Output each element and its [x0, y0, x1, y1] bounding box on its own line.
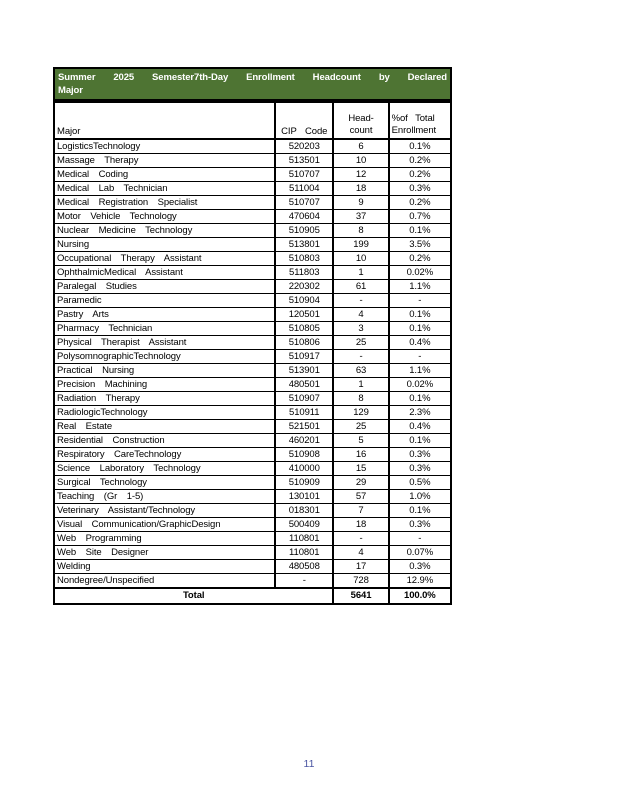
major-cell: Science Laboratory Technology [54, 462, 275, 476]
enrollment-data-grid [53, 101, 452, 605]
cip-code-cell: 510806 [275, 336, 333, 350]
headcount-cell: 199 [333, 238, 388, 252]
pct-cell: 0.7% [389, 210, 451, 224]
table-row [54, 238, 451, 252]
cip-code-cell: 510909 [275, 476, 333, 490]
table-row [54, 210, 451, 224]
column-header-headcount-line1: Head- [348, 113, 374, 124]
cip-code-cell: 510911 [275, 406, 333, 420]
table-row [54, 546, 451, 560]
cip-code-cell: 510908 [275, 448, 333, 462]
column-header-pct-line2: Enrollment [391, 125, 437, 136]
total-pct: 100.0% [389, 588, 451, 604]
major-cell: LogisticsTechnology [54, 139, 275, 154]
headcount-cell: 9 [333, 196, 388, 210]
table-title-bar [53, 67, 452, 101]
cip-code-cell: 510907 [275, 392, 333, 406]
cip-code-cell: 510905 [275, 224, 333, 238]
table-row [54, 462, 451, 476]
headcount-cell: 29 [333, 476, 388, 490]
pct-cell: - [389, 532, 451, 546]
headcount-cell: 10 [333, 154, 388, 168]
column-header-pct-total-enrollment [389, 102, 451, 139]
major-cell: Web Programming [54, 532, 275, 546]
table-row [54, 322, 451, 336]
cip-code-cell: 470604 [275, 210, 333, 224]
headcount-cell: 18 [333, 518, 388, 532]
major-cell: Pastry Arts [54, 308, 275, 322]
cip-code-cell: 110801 [275, 532, 333, 546]
headcount-cell: 12 [333, 168, 388, 182]
cip-code-cell: 510904 [275, 294, 333, 308]
pct-cell: 3.5% [389, 238, 451, 252]
table-row [54, 308, 451, 322]
headcount-cell: 3 [333, 322, 388, 336]
pct-cell: 0.1% [389, 392, 451, 406]
pct-cell: 0.07% [389, 546, 451, 560]
table-row [54, 280, 451, 294]
pct-cell: 1.0% [389, 490, 451, 504]
cip-code-cell: 460201 [275, 434, 333, 448]
cip-code-cell: 480508 [275, 560, 333, 574]
pct-cell: 0.3% [389, 448, 451, 462]
pct-cell: 0.3% [389, 462, 451, 476]
table-row [54, 139, 451, 154]
headcount-cell: 1 [333, 378, 388, 392]
cip-code-cell: 410000 [275, 462, 333, 476]
table-row [54, 154, 451, 168]
headcount-cell: 10 [333, 252, 388, 266]
cip-code-cell: 520203 [275, 139, 333, 154]
headcount-cell: 61 [333, 280, 388, 294]
table-row [54, 266, 451, 280]
headcount-cell: 5 [333, 434, 388, 448]
major-cell: RadiologicTechnology [54, 406, 275, 420]
pct-cell: 1.1% [389, 280, 451, 294]
major-cell: PolysomnographicTechnology [54, 350, 275, 364]
major-cell: Welding [54, 560, 275, 574]
headcount-cell: 17 [333, 560, 388, 574]
major-cell: Medical Registration Specialist [54, 196, 275, 210]
major-cell: Practical Nursing [54, 364, 275, 378]
major-cell: Real Estate [54, 420, 275, 434]
pct-cell: 1.1% [389, 364, 451, 378]
headcount-cell: 8 [333, 392, 388, 406]
pct-cell: 0.3% [389, 560, 451, 574]
pct-cell: 0.3% [389, 518, 451, 532]
cip-code-cell: 480501 [275, 378, 333, 392]
pct-cell: 0.3% [389, 182, 451, 196]
headcount-cell: - [333, 532, 388, 546]
pct-cell: 0.2% [389, 252, 451, 266]
headcount-cell: 728 [333, 574, 388, 589]
cip-code-cell: 510707 [275, 168, 333, 182]
column-header-major: Major [54, 102, 275, 139]
table-row [54, 518, 451, 532]
table-row [54, 448, 451, 462]
pct-cell: - [389, 294, 451, 308]
major-cell: Motor Vehicle Technology [54, 210, 275, 224]
major-cell: Nondegree/Unspecified [54, 574, 275, 589]
table-row [54, 196, 451, 210]
headcount-cell: 37 [333, 210, 388, 224]
major-cell: Paralegal Studies [54, 280, 275, 294]
pct-cell: 0.1% [389, 434, 451, 448]
major-cell: Respiratory CareTechnology [54, 448, 275, 462]
headcount-cell: 18 [333, 182, 388, 196]
pct-cell: 0.1% [389, 224, 451, 238]
cip-code-cell: 018301 [275, 504, 333, 518]
pct-cell: 0.4% [389, 420, 451, 434]
headcount-cell: 1 [333, 266, 388, 280]
table-row [54, 490, 451, 504]
cip-code-cell: 513901 [275, 364, 333, 378]
major-cell: Nursing [54, 238, 275, 252]
column-header-row [54, 102, 451, 139]
cip-code-cell: - [275, 574, 333, 589]
table-row [54, 392, 451, 406]
headcount-cell: 57 [333, 490, 388, 504]
major-cell: Veterinary Assistant/Technology [54, 504, 275, 518]
table-row [54, 574, 451, 589]
major-cell: Physical Therapist Assistant [54, 336, 275, 350]
major-cell: Paramedic [54, 294, 275, 308]
major-cell: Teaching (Gr 1-5) [54, 490, 275, 504]
cip-code-cell: 110801 [275, 546, 333, 560]
pct-cell: 2.3% [389, 406, 451, 420]
table-row [54, 168, 451, 182]
table-row [54, 476, 451, 490]
pct-cell: 0.2% [389, 154, 451, 168]
major-cell: Medical Coding [54, 168, 275, 182]
cip-code-cell: 511803 [275, 266, 333, 280]
pct-cell: 0.02% [389, 266, 451, 280]
headcount-cell: 8 [333, 224, 388, 238]
page-number: 11 [303, 758, 315, 770]
table-row [54, 364, 451, 378]
table-row [54, 294, 451, 308]
cip-code-cell: 130101 [275, 490, 333, 504]
headcount-cell: 129 [333, 406, 388, 420]
table-row [54, 406, 451, 420]
headcount-cell: 63 [333, 364, 388, 378]
headcount-cell: 25 [333, 336, 388, 350]
cip-code-cell: 521501 [275, 420, 333, 434]
headcount-cell: 4 [333, 546, 388, 560]
major-cell: Occupational Therapy Assistant [54, 252, 275, 266]
column-header-pct-line1: %of Total [391, 113, 435, 124]
table-body [54, 139, 451, 588]
headcount-cell: 6 [333, 139, 388, 154]
pct-cell: 0.1% [389, 504, 451, 518]
major-cell: Nuclear Medicine Technology [54, 224, 275, 238]
pct-cell: 0.02% [389, 378, 451, 392]
pct-cell: 0.5% [389, 476, 451, 490]
major-cell: Surgical Technology [54, 476, 275, 490]
pct-cell: 0.1% [389, 322, 451, 336]
pct-cell: 12.9% [389, 574, 451, 589]
table-row [54, 560, 451, 574]
major-cell: Radiation Therapy [54, 392, 275, 406]
major-cell: Medical Lab Technician [54, 182, 275, 196]
total-headcount: 5641 [333, 588, 388, 604]
cip-code-cell: 510917 [275, 350, 333, 364]
table-row [54, 182, 451, 196]
cip-code-cell: 120501 [275, 308, 333, 322]
pct-cell: 0.2% [389, 196, 451, 210]
major-cell: Residential Construction [54, 434, 275, 448]
cip-code-cell: 500409 [275, 518, 333, 532]
total-label: Total [54, 588, 333, 604]
cip-code-cell: 510805 [275, 322, 333, 336]
pct-cell: 0.1% [389, 308, 451, 322]
table-row [54, 420, 451, 434]
table-title-line1: Summer 2025 Semester7th-Day Enrollment Headcount by Declared [58, 72, 447, 83]
headcount-cell: - [333, 294, 388, 308]
column-header-headcount-line2: count [349, 125, 373, 136]
table-row [54, 504, 451, 518]
cip-code-cell: 510707 [275, 196, 333, 210]
major-cell: OphthalmicMedical Assistant [54, 266, 275, 280]
enrollment-table [53, 67, 452, 605]
headcount-cell: 7 [333, 504, 388, 518]
table-title-line2: Major [58, 85, 83, 96]
major-cell: Pharmacy Technician [54, 322, 275, 336]
pct-cell: 0.1% [389, 139, 451, 154]
cip-code-cell: 220302 [275, 280, 333, 294]
major-cell: Precision Machining [54, 378, 275, 392]
cip-code-cell: 510803 [275, 252, 333, 266]
table-row [54, 336, 451, 350]
table-row [54, 350, 451, 364]
pct-cell: 0.4% [389, 336, 451, 350]
table-row [54, 532, 451, 546]
headcount-cell: 16 [333, 448, 388, 462]
total-row [54, 588, 451, 604]
table-row [54, 378, 451, 392]
column-header-headcount [333, 102, 388, 139]
headcount-cell: 25 [333, 420, 388, 434]
headcount-cell: 15 [333, 462, 388, 476]
cip-code-cell: 513801 [275, 238, 333, 252]
table-row [54, 252, 451, 266]
headcount-cell: - [333, 350, 388, 364]
table-row [54, 224, 451, 238]
pct-cell: - [389, 350, 451, 364]
cip-code-cell: 511004 [275, 182, 333, 196]
cip-code-cell: 513501 [275, 154, 333, 168]
major-cell: Web Site Designer [54, 546, 275, 560]
major-cell: Visual Communication/GraphicDesign [54, 518, 275, 532]
major-cell: Massage Therapy [54, 154, 275, 168]
table-row [54, 434, 451, 448]
column-header-cip-code: CIP Code [275, 102, 333, 139]
pct-cell: 0.2% [389, 168, 451, 182]
headcount-cell: 4 [333, 308, 388, 322]
